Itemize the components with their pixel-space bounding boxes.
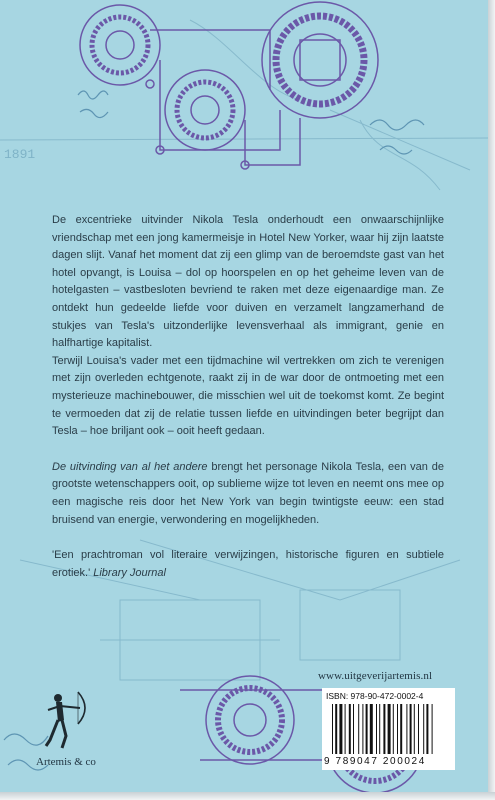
review-source: Library Journal [93, 566, 166, 579]
blurb-paragraph-3-text: brengt het personage Nikola Tesla, een van de grootste wetenschappers ooit, op sublieme wijze tot leven en neemt ons mee op een magische reis door het New York van begin twintigste eeuw: een stad bruisend van energie, verwondering en mogelijkheden. [52, 460, 444, 526]
isbn-label: ISBN: 978-90-472-0002-4 [326, 691, 424, 701]
barcode [322, 688, 455, 770]
blurb-text [52, 212, 444, 582]
publisher-website[interactable]: www.uitgeverijartemis.nl [318, 670, 433, 682]
blurb-paragraph-2: Terwijl Louisa's vader met een tijdmachine wil vertrekken om zich te verenigen met zijn overleden echtgenote, raakt zij in de war door de ontmoeting met een mysterieuze machinebouwer, die misschien wel uit de toekomst komt. Ze begint te vermoeden dat zij de relatie tussen liefde en uitvindingen beter begrijpt dan Tesla – hoe briljant ook – ooit heeft gedaan. [52, 354, 444, 438]
page-edge [488, 0, 495, 800]
review-quote [52, 547, 444, 582]
publisher-name: Artemis & co [36, 756, 96, 768]
barcode-number: 9 789047 200024 [324, 756, 426, 767]
blurb-paragraph-1: De excentrieke uitvinder Nikola Tesla onderhoudt een onwaarschijnlijke vriendschap met een jong kamermeisje in Hotel New Yorker, waar hij zijn laatste dagen slijt. Vanaf het moment dat zij een glimp van de beroemdste gast van het hotel opvangt, is Louisa – dol op hoorspelen en op het geheime leven van de hotelgasten – vastbesloten bevriend te raken met deze eigenaardige man. Ze ontdekt hun gedeelde liefde voor duiven en verzamelt langzamerhand de stukjes van Tesla's uitzonderlijke levensverhaal als immigrant, genie en halfhartige kapitalist. [52, 214, 444, 350]
blurb-paragraph-3 [52, 459, 444, 529]
review-quote-text: 'Een prachtroman vol literaire verwijzingen, historische figuren en subtiele erotiek.' [52, 549, 444, 579]
page-edge-bottom [0, 792, 495, 800]
patent-year: 1891 [4, 147, 36, 162]
artemis-archer-logo-icon [40, 690, 100, 752]
book-title: De uitvinding van al het andere [52, 460, 208, 473]
